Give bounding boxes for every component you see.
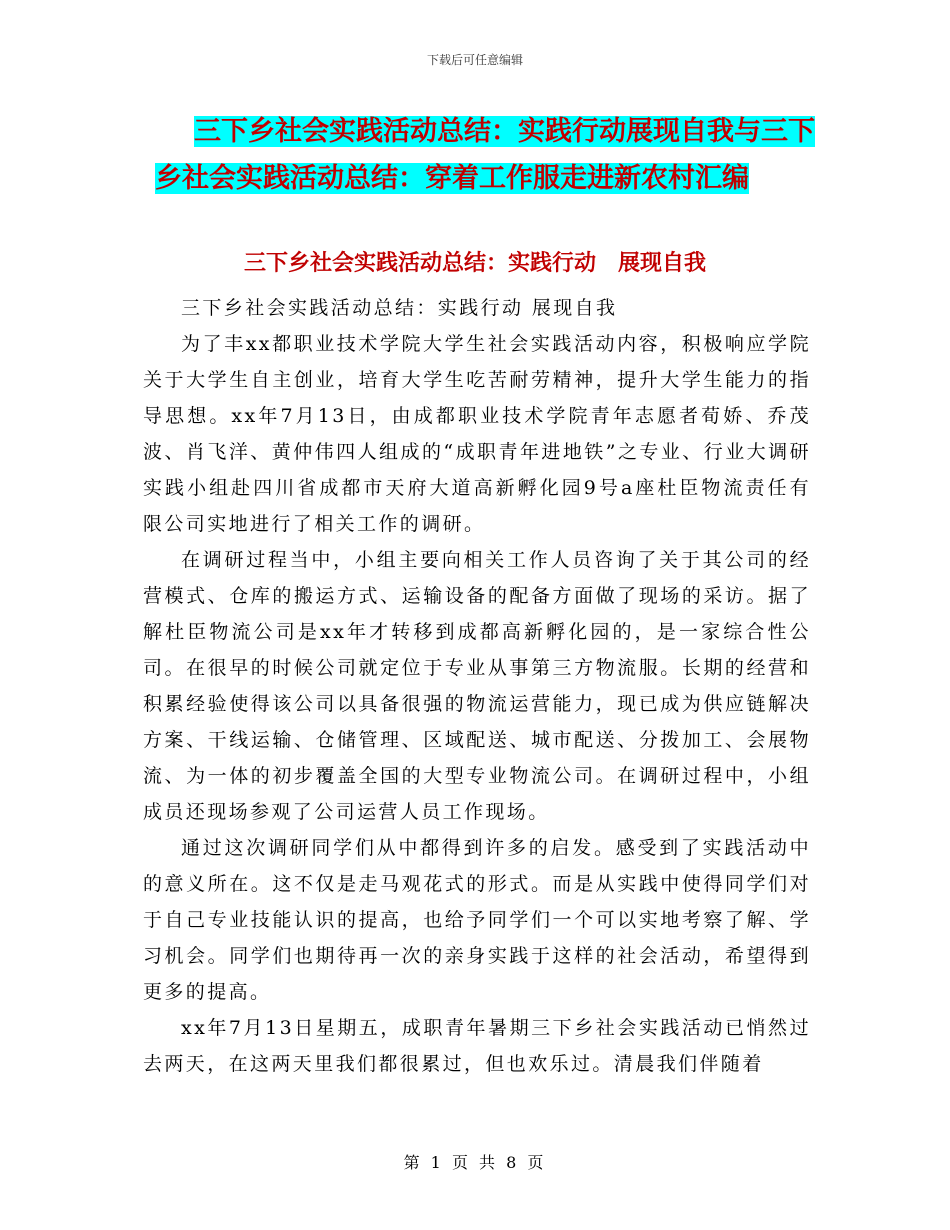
page-number: 第 1 页 共 8 页 [403,1153,547,1172]
paragraph: 在调研过程当中，小组主要向相关工作人员咨询了关于其公司的经营模式、仓库的搬运方式、运输设备的配备方面做了现场的采访。据了解杜臣物流公司是xx年才转移到成都高新孵化园的，是一家综合性公司。在很早的时候公司就定位于专业从事第三方物流服。长期的经营和积累经验使得该公司以具备很强的物流运营能力，现已成为供应链解决方案、干线运输、仓储管理、区域配送、城市配送、分拨加工、会展物流、为一体的初步覆盖全国的大型专业物流公司。在调研过程中，小组成员还现场参观了公司运营人员工作现场。 [143,549,811,823]
paragraph: xx年7月13日星期五，成职青年暑期三下乡社会实践活动已悄然过去两天，在这两天里我们都很累过，但也欢乐过。清晨我们伴随着 [143,1017,811,1075]
header-note: 下载后可任意编辑 [426,53,523,67]
document-title [150,108,815,202]
paragraph: 为了丰xx都职业技术学院大学生社会实践活动内容，积极响应学院关于大学生自主创业，培育大学生吃苦耐劳精神，提升大学生能力的指导思想。xx年7月13日，由成都职业技术学院青年志愿者荀娇、乔茂波、肖飞洋、黄仲伟四人组成的“成职青年进地铁”之专业、行业大调研实践小组赴四川省成都市天府大道高新孵化园9号a座杜臣物流责任有限公司实地进行了相关工作的调研。 [143,333,811,535]
document-body [143,290,811,1082]
paragraph: 通过这次调研同学们从中都得到许多的启发。感受到了实践活动中的意义所在。这不仅是走马观花式的形式。而是从实践中使得同学们对于自己专业技能认识的提高，也给予同学们一个可以实地考察了解、学习机会。同学们也期待再一次的亲身实践于这样的社会活动，希望得到更多的提高。 [143,837,811,1003]
paragraph-subtitle: 三下乡社会实践活动总结：实践行动 展现自我 [181,297,618,319]
document-title-line-2: 乡社会实践活动总结：穿着工作服走进新农村汇编 [155,163,749,194]
section-heading: 三下乡社会实践活动总结：实践行动 展现自我 [243,251,706,276]
document-title-line-1: 三下乡社会实践活动总结：实践行动展现自我与三下 [194,116,815,147]
